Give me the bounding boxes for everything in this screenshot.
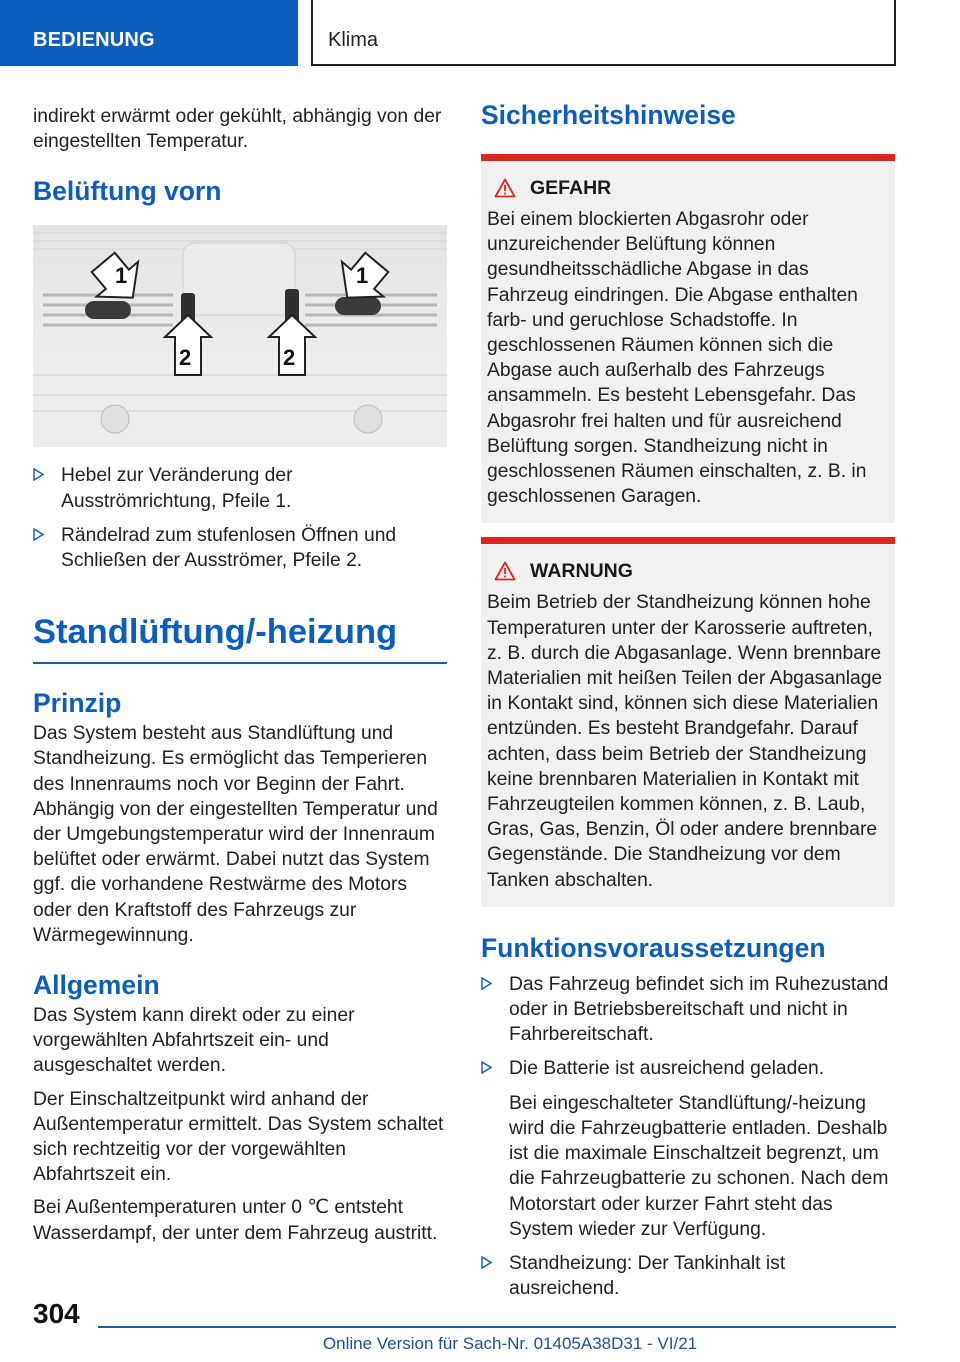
principle-heading: Prinzip: [33, 688, 122, 719]
page-number: 304: [33, 1298, 80, 1329]
principle-paragraph: Das System besteht aus Standlüftung und Standheizung. Es ermöglicht das Temperieren des Innenraums noch vor Beginn der Fahrt. Abhängig von der eingestellten Temperatur und der Umgebungstemperatur wird der Innenraum belüftet oder erwärmt. Dabei nutzt das System ggf. die vorhandene Restwärme des Motors oder den Kraftstoff des Fahrzeugs zur Wärmegewinnung.: [33, 723, 438, 946]
warning-triangle-icon: [494, 178, 516, 198]
bullet-triangle-icon: [33, 528, 44, 541]
danger-label: GEFAHR: [530, 176, 612, 199]
arrow-label-1-left: 1: [115, 263, 128, 289]
list-item: Rändelrad zum stufenlosen Öffnen und Schließen der Ausströmer, Pfeile 2.: [33, 523, 447, 573]
list-item: Hebel zur Veränderung der Ausströmrichtung, Pfeile 1.: [33, 463, 447, 513]
warning-box: [481, 537, 895, 906]
heading-rule: [33, 662, 447, 664]
danger-text: Bei einem blockierten Abgasrohr oder unzureichender Belüftung können gesundheitsschädliche Abgase in das Fahrzeug eindringen. Die Abgase enthalten farb- und geruchlose Schadstoffe. In geschlossenen Räumen können sich die Abgase auch außerhalb des Fahrzeugs ansammeln. Es besteht Lebensgefahr. Das Abgasrohr frei halten und für ausreichend Belüftung sorgen. Standheizung nicht in geschlossenen Räumen einschalten, z. B. in geschlossenen Garagen.: [487, 209, 867, 508]
bullet-triangle-icon: [33, 468, 44, 481]
intro-paragraph: indirekt erwärmt oder gekühlt, abhängig von der eingestellten Temperatur.: [33, 106, 442, 153]
main-heading: Standlüftung/-heizung: [33, 613, 398, 652]
chapter-box: [311, 0, 896, 66]
bullet-triangle-icon: [481, 1061, 492, 1074]
footer-text: Online Version für Sach-Nr. 01405A38D31 - VI/21: [322, 1334, 698, 1353]
battery-note: Bei eingeschalteter Standlüftung/-heizung wird die Fahrzeugbatterie entladen. Deshalb ist die maximale Einschaltzeit begrenzt, um die Fahrzeugbatterie zu schonen. Nach dem Motorstart oder kurzer Fahrt steht das System wieder zur Verfügung.: [509, 1092, 889, 1240]
list-item: Standheizung: Der Tankinhalt ist ausreichend.: [481, 1251, 895, 1301]
requirements-heading: Funktionsvoraussetzungen: [481, 932, 826, 963]
warning-triangle-icon: [494, 561, 516, 581]
arrow-label-2-left: 2: [179, 345, 192, 371]
general-paragraph-1: Das System kann direkt oder zu einer vorgewählten Abfahrtszeit ein- und ausgeschaltet werden.: [33, 1005, 355, 1077]
general-paragraph-2: Der Einschaltzeitpunkt wird anhand der Außentemperatur ermittelt. Das System schaltet sich rechtzeitig vor der vorgewählten Abfahrtszeit ein.: [33, 1088, 444, 1186]
vent-list: [33, 463, 447, 573]
arrow-label-2-right: 2: [283, 345, 296, 371]
warning-label: WARNUNG: [530, 559, 633, 582]
bullet-triangle-icon: [481, 1256, 492, 1269]
right-column: [481, 100, 895, 1301]
danger-box: [481, 154, 895, 523]
warning-text: Beim Betrieb der Standheizung können hohe Temperaturen unter der Karosserie auftreten, z. B. durch die Abgasanlage. Wenn brennbare Materialien mit heißen Teilen der Abgasanlage in Kontakt sind, können sich diese Materialien entzünden. Es besteht Brandgefahr. Darauf achten, dass beim Betrieb der Standheizung keine brennbaren Materialien in Kontakt mit Fahrzeugteilen kommen können, z. B. Laub, Gras, Gas, Benzin, Öl oder andere brennbare Gegenstände. Die Standheizung vor dem Tanken abschalten.: [487, 592, 883, 891]
section-tab: [0, 0, 298, 66]
section-title: BEDIENUNG: [33, 29, 155, 51]
general-heading: Allgemein: [33, 970, 160, 1001]
left-column: [33, 104, 447, 1246]
footer-rule: [98, 1326, 896, 1328]
list-item: Das Fahrzeug befindet sich im Ruhezustand oder in Betriebsbereitschaft und nicht in Fahrbereitschaft.: [481, 972, 895, 1048]
requirements-list: [481, 972, 895, 1301]
bullet-triangle-icon: [481, 977, 492, 990]
vent-illustration: [33, 225, 447, 447]
arrow-label-1-right: 1: [356, 263, 369, 289]
safety-heading: Sicherheitshinweise: [481, 100, 736, 130]
general-paragraph-3: Bei Außentemperaturen unter 0 ℃ entsteht Wasserdampf, der unter dem Fahrzeug austritt.: [33, 1197, 438, 1244]
chapter-title: Klima: [328, 29, 379, 51]
vent-heading: Belüftung vorn: [33, 176, 222, 207]
list-item: Die Batterie ist ausreichend geladen. Bei eingeschalteter Standlüftung/-heizung wird die Fahrzeugbatterie entladen. Deshalb ist die maximale Einschaltzeit begrenzt, um die Fahrzeugbatterie zu schonen. Nach dem Motorstart oder kurzer Fahrt steht das System wieder zur Verfügung.: [481, 1056, 895, 1241]
